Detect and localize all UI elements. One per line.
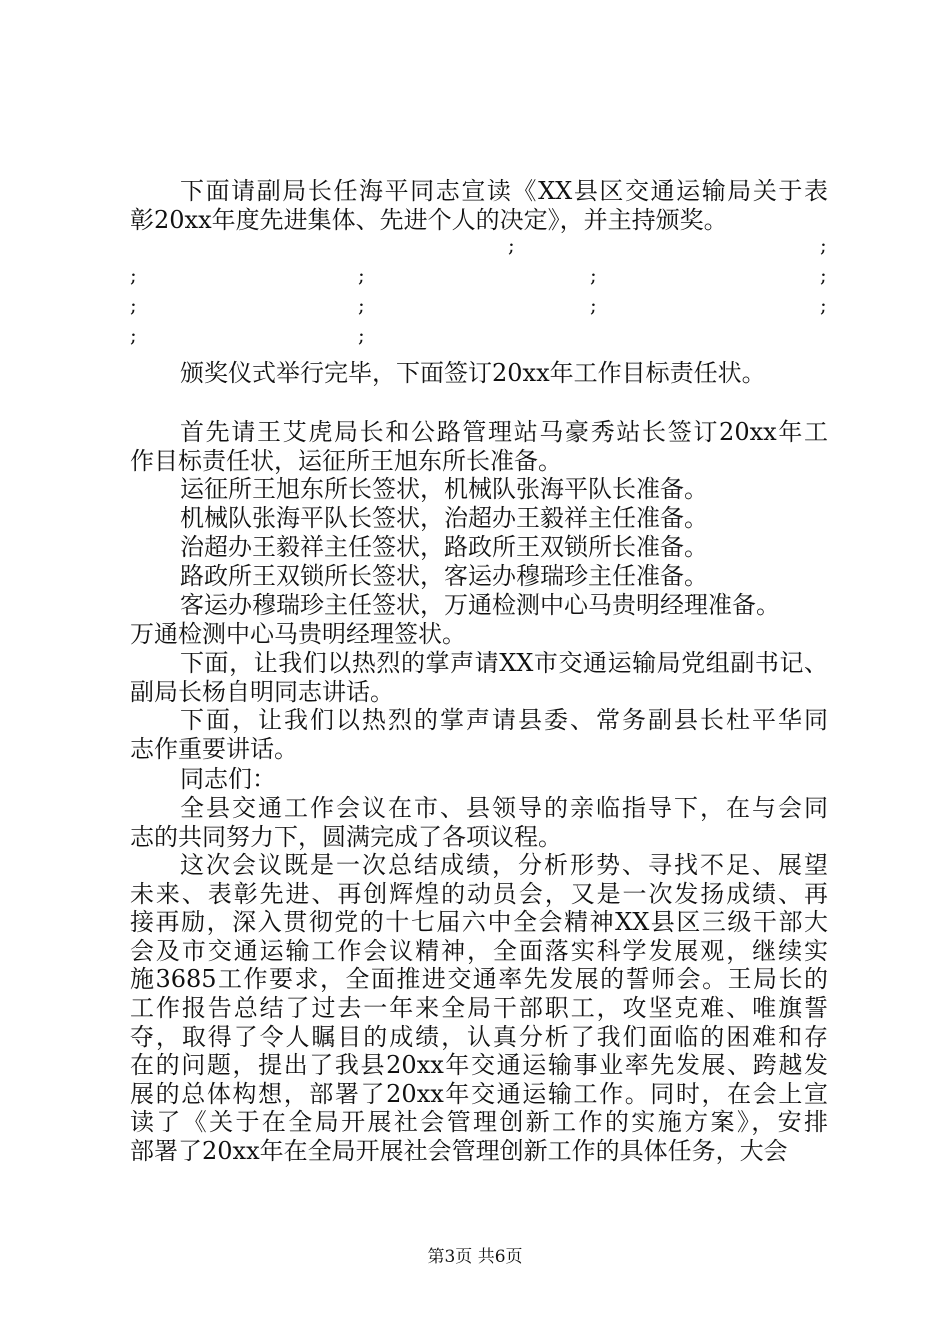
table-cell-semicolon: ;: [358, 323, 365, 347]
table-cell-semicolon: ;: [130, 293, 137, 317]
table-cell-semicolon: ;: [820, 263, 827, 287]
table-cell-semicolon: ;: [358, 263, 365, 287]
table-cell-semicolon: ;: [590, 293, 597, 317]
table-cell-semicolon: ;: [358, 293, 365, 317]
document-page: 下面请副局长任海平同志宣读《XX县区交通运输局关于表 彰20xx年度先进集体、先进个人的决定》，并主持颁奖。 颁奖仪式举行完毕，下面签订20xx年工作目标责任状。 首先请王艾虎局长和公路管理站马豪秀站长签订20xx年工 作目标责任状，运征所王旭东所长准备。 运征所王旭东所长签状，机械队张海平队长准备。 机械队张海平队长签状，治超办王毅祥主任准备。 治超办王毅祥主任签状，路政所王双锁所长准备。 路政所王双锁所长签状，客运办穆瑞珍主任准备。 客运办穆瑞珍主任签状，万通检测中心马贵明经理准备。 万通检测中心马贵明经理签状。 下面，让我们以热烈的掌声请XX市交通运输局党组副书记、 副局长杨自明同志讲话。 下面，让我们以热烈的掌声请县委、常务副县长杜平华同 志作重要讲话。 同志们： 全县交通工作会议在市、县领导的亲临指导下，在与会同 志的共同努力下，圆满完成了各项议程。 这次会议既是一次总结成绩，分析形势、寻找不足、展望 未来、表彰先进、再创辉煌的动员会，又是一次发扬成绩、再 接再励，深入贯彻党的十七届六中全会精神XX县区三级干部大 会及市交通运输工作会议精神，全面落实科学发展观，继续实 施3685工作要求，全面推进交通率先发展的誓师会。王局长的 工作报告总结了过去一年来全局干部职工，攻坚克难、唯旗誓 夺，取得了令人瞩目的成绩，认真分析了我们面临的困难和存 在的问题，提出了我县20xx年交通运输事业率先发展、跨越发 展的总体构想，部署了20xx年交通运输工作。同时，在会上宣 读了《关于在全局开展社会管理创新工作的实施方案》，安排 部署了20xx年在全局开展社会管理创新工作的具体任务，大会 ; ; ; ; ; ; ; ; ; ; ; ; 第3页 共6页: [0, 0, 950, 1344]
table-cell-semicolon: ;: [508, 233, 515, 257]
table-cell-semicolon: ;: [820, 293, 827, 317]
table-cell-semicolon: ;: [130, 323, 137, 347]
page-footer: 第3页 共6页: [427, 1247, 523, 1267]
table-cell-semicolon: ;: [590, 263, 597, 287]
table-cell-semicolon: ;: [130, 263, 137, 287]
table-cell-semicolon: ;: [820, 233, 827, 257]
